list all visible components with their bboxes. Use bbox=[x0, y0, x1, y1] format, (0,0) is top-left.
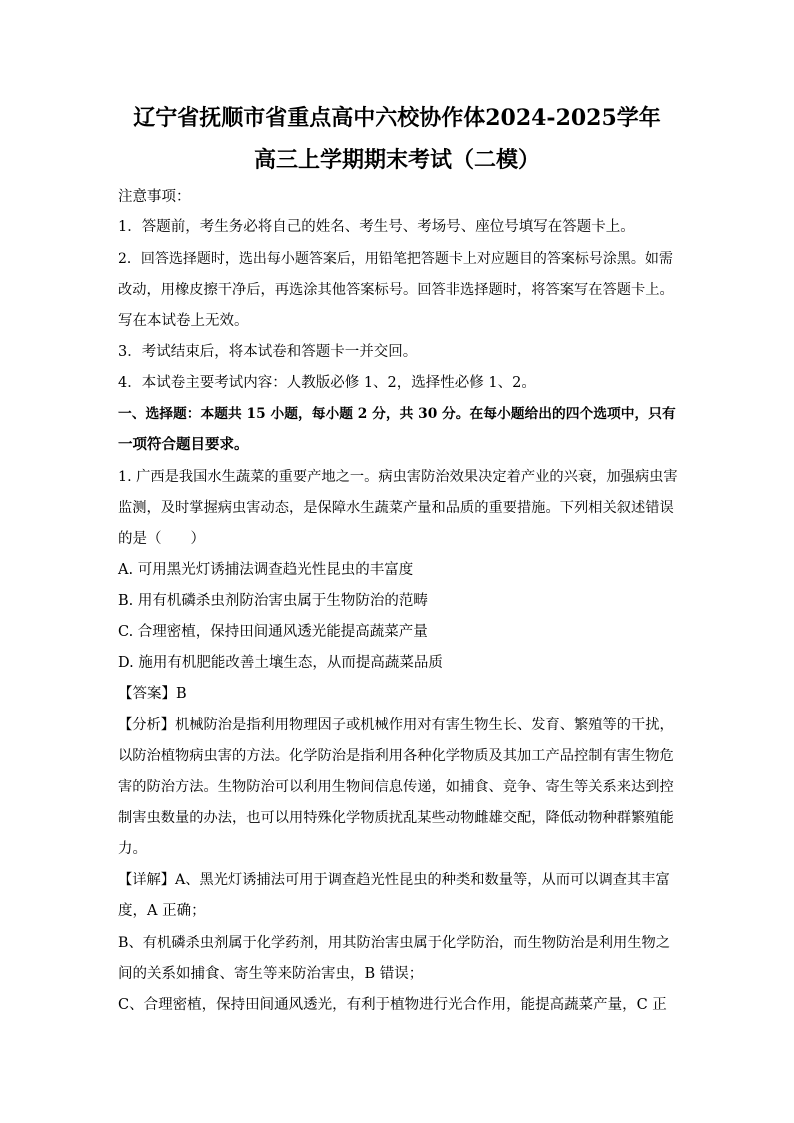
option-b: B. 用有机磷杀虫剂防治害虫属于生物防治的范畴 bbox=[118, 593, 428, 609]
doc-title-line1: 辽宁省抚顺市省重点高中六校协作体2024-2025学年 bbox=[133, 105, 661, 131]
analysis-line3: 害的防治方法。生物防治可以利用生物间信息传递，如捕食、竞争、寄生等关系来达到控 bbox=[118, 779, 674, 795]
question-stem-line3: 的是（ ） bbox=[118, 531, 205, 547]
option-a: A. 可用黑光灯诱捕法调查趋光性昆虫的丰富度 bbox=[118, 562, 414, 578]
detail-line2: 度，A 正确； bbox=[118, 903, 206, 919]
notice-item-2-line3: 写在本试卷上无效。 bbox=[118, 313, 249, 329]
analysis-line2: 以防治植物病虫害的方法。化学防治是指利用各种化学物质及其加工产品控制有害生物危 bbox=[118, 748, 674, 764]
section-heading-line2: 一项符合题目要求。 bbox=[118, 436, 249, 453]
question-stem-line2: 监测，及时掌握病虫害动态，是保障水生蔬菜产量和品质的重要措施。下列相关叙述错误 bbox=[118, 500, 674, 516]
notice-item-4: 4．本试卷主要考试内容：人教版必修 1、2，选择性必修 1、2。 bbox=[118, 375, 536, 391]
notice-item-2-line2: 改动，用橡皮擦干净后，再选涂其他答案标号。回答非选择题时，将答案写在答题卡上。 bbox=[118, 282, 674, 298]
detail-line4: 间的关系如捕食、寄生等来防治害虫，B 错误； bbox=[118, 966, 424, 982]
notice-item-3: 3．考试结束后，将本试卷和答题卡一并交回。 bbox=[118, 344, 418, 360]
doc-title-line2: 高三上学期期末考试（二模） bbox=[253, 147, 540, 173]
detail-line5: C、合理密植，保持田间通风透光，有利于植物进行光合作用，能提高蔬菜产量，C 正 bbox=[118, 997, 667, 1013]
notice-heading: 注意事项： bbox=[118, 189, 191, 205]
analysis-line5: 力。 bbox=[118, 841, 147, 857]
section-heading-line1: 一、选择题：本题共 15 小题，每小题 2 分，共 30 分。在每小题给出的四个选项中，只有 bbox=[118, 406, 676, 422]
detail-line3: B、有机磷杀虫剂属于化学药剂，用其防治害虫属于化学防治，而生物防治是利用生物之 bbox=[118, 935, 670, 951]
question-stem-line1: 1. 广西是我国水生蔬菜的重要产地之一。病虫害防治效果决定着产业的兴衰，加强病虫害 bbox=[118, 469, 678, 485]
option-d: D. 施用有机肥能改善土壤生态，从而提高蔬菜品质 bbox=[118, 655, 443, 671]
option-c: C. 合理密植，保持田间通风透光能提高蔬菜产量 bbox=[118, 624, 428, 640]
analysis-line4: 制害虫数量的办法，也可以用特殊化学物质扰乱某些动物雌雄交配，降低动物种群繁殖能 bbox=[118, 810, 674, 826]
analysis-line1: 【分析】机械防治是指利用物理因子或机械作用对有害生物生长、发育、繁殖等的干扰， bbox=[118, 717, 674, 733]
notice-item-1: 1．答题前，考生务必将自己的姓名、考生号、考场号、座位号填写在答题卡上。 bbox=[118, 219, 635, 235]
notice-item-2-line1: 2．回答选择题时，选出每小题答案后，用铅笔把答题卡上对应题目的答案标号涂黑。如需 bbox=[118, 251, 673, 267]
answer-line: 【答案】B bbox=[118, 686, 187, 702]
detail-line1: 【详解】A、黑光灯诱捕法可用于调查趋光性昆虫的种类和数量等，从而可以调查其丰富 bbox=[118, 872, 670, 888]
